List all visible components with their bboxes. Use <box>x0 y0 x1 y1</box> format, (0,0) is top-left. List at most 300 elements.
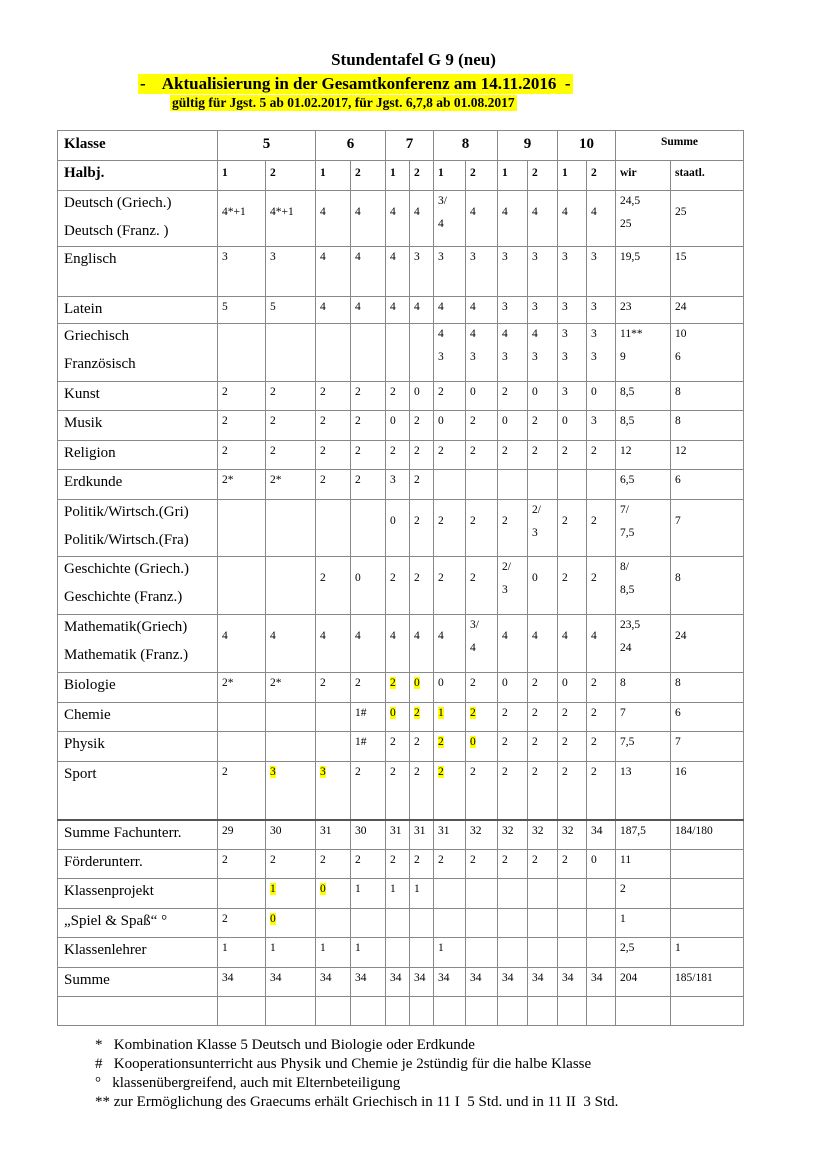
hours-value: 3 <box>438 351 444 363</box>
hours-cell <box>434 879 466 909</box>
hours-cell <box>498 247 528 297</box>
hours-cell <box>386 673 410 703</box>
subject-label-line: Sport <box>64 766 97 782</box>
table-row <box>58 997 744 1026</box>
half-header: 2 <box>266 161 316 191</box>
hours-value: 2 <box>222 415 228 427</box>
hours-value: 2 <box>320 386 326 398</box>
subject-label <box>58 938 218 968</box>
hours-value: 4 <box>502 206 508 218</box>
hours-value: 2 <box>620 883 626 895</box>
table-row <box>58 879 744 909</box>
hours-value: 2 <box>414 415 420 427</box>
hours-cell <box>558 997 587 1026</box>
hours-value: 2 <box>591 736 597 748</box>
hours-value: 2 <box>502 854 508 866</box>
hours-cell <box>498 762 528 820</box>
table-row <box>58 703 744 732</box>
sum-header: Summe <box>616 131 744 161</box>
hours-value: 30 <box>270 824 282 837</box>
hours-cell <box>528 997 558 1026</box>
subject-label <box>58 411 218 441</box>
hours-cell <box>466 191 498 247</box>
update-subtitle: - Aktualisierung in der Gesamtkonferenz am 14.11.2016 - <box>140 74 571 93</box>
hours-value: 13 <box>620 766 632 778</box>
hours-value: 32 <box>562 824 574 837</box>
hours-cell <box>466 411 498 441</box>
hours-cell <box>498 615 528 673</box>
hours-cell <box>218 820 266 850</box>
hours-cell <box>671 470 744 500</box>
hours-cell <box>558 557 587 615</box>
hours-cell <box>671 297 744 324</box>
hours-value: 3 <box>591 415 597 427</box>
hours-value: 4 <box>562 206 568 218</box>
hours-cell <box>616 411 671 441</box>
hours-value: 11** <box>620 328 643 340</box>
hours-cell <box>558 968 587 997</box>
hours-value: 3 <box>222 251 228 263</box>
table-row <box>58 247 744 297</box>
footnotes <box>95 1036 618 1112</box>
subject-label <box>58 470 218 500</box>
hours-cell <box>434 703 466 732</box>
hours-cell <box>266 820 316 850</box>
highlighted-value: 2 <box>438 766 444 778</box>
table-row <box>58 191 744 247</box>
hours-value: 2 <box>222 766 228 778</box>
hours-value: 6 <box>675 474 681 486</box>
subject-label-line: Musik <box>64 415 103 431</box>
hours-value: 4 <box>532 206 538 218</box>
hours-value: 8 <box>675 677 681 689</box>
hours-value: 2 <box>320 572 326 584</box>
hours-value: 2 <box>355 386 361 398</box>
hours-value: 0 <box>438 677 444 689</box>
hours-value: 4 <box>532 630 538 642</box>
hours-cell <box>466 247 498 297</box>
hours-cell <box>351 615 386 673</box>
hours-cell <box>587 247 616 297</box>
hours-value: 0 <box>562 415 568 427</box>
hours-cell <box>466 324 498 382</box>
hours-value: 4 <box>270 630 276 642</box>
hours-value: 34 <box>591 972 603 984</box>
table-row <box>58 762 744 820</box>
hours-cell <box>498 411 528 441</box>
hours-cell <box>466 557 498 615</box>
hours-cell <box>558 470 587 500</box>
hours-cell <box>351 441 386 470</box>
hours-cell <box>434 470 466 500</box>
hours-value: 3 <box>562 386 568 398</box>
subject-label-line: Deutsch (Franz. ) <box>64 223 169 239</box>
hours-cell <box>434 850 466 879</box>
hours-cell <box>266 762 316 820</box>
hours-cell <box>266 879 316 909</box>
hours-value: 3 <box>438 251 444 263</box>
subject-label <box>58 382 218 411</box>
hours-cell <box>671 324 744 382</box>
hours-value <box>320 766 346 778</box>
hours-cell <box>587 820 616 850</box>
hours-value: 8,5 <box>620 584 635 596</box>
subject-label <box>58 247 218 297</box>
hours-cell <box>528 247 558 297</box>
highlighted-value: 0 <box>390 707 396 719</box>
hours-cell <box>316 673 351 703</box>
hours-cell <box>558 411 587 441</box>
hours-value: 2 <box>390 386 396 398</box>
hours-cell <box>410 191 434 247</box>
hours-cell <box>671 703 744 732</box>
subject-label-line: Politik/Wirtsch.(Fra) <box>64 532 189 548</box>
hours-cell <box>316 703 351 732</box>
hours-value: 23,5 <box>620 619 641 631</box>
hours-cell <box>616 441 671 470</box>
subject-label-line: Physik <box>64 736 105 752</box>
hours-cell <box>434 732 466 762</box>
hours-value: 32 <box>532 824 544 837</box>
hours-value: 2 <box>414 445 420 457</box>
hours-value: 4 <box>438 218 444 230</box>
hours-cell <box>616 762 671 820</box>
hours-cell <box>558 879 587 909</box>
hours-cell <box>616 324 671 382</box>
hours-cell <box>558 938 587 968</box>
hours-value: 32 <box>502 824 514 837</box>
table-row <box>58 557 744 615</box>
hours-value: 2 <box>414 474 420 486</box>
subject-label <box>58 615 218 673</box>
hours-cell <box>498 732 528 762</box>
footnote: * Kombination Klasse 5 Deutsch und Biologie oder Erdkunde <box>95 1037 475 1053</box>
timetable <box>57 130 744 1026</box>
hours-value: 4 <box>414 206 420 218</box>
hours-value: 8/ <box>620 561 629 573</box>
hours-value: 2 <box>222 913 228 925</box>
hours-cell <box>466 441 498 470</box>
hours-value: 2,5 <box>620 942 635 954</box>
hours-cell <box>498 324 528 382</box>
hours-cell <box>410 968 434 997</box>
hours-value: 187,5 <box>620 824 646 837</box>
hours-cell <box>218 615 266 673</box>
hours-value: 4 <box>438 301 444 313</box>
hours-value: 2 <box>355 415 361 427</box>
hours-cell <box>498 938 528 968</box>
hours-cell <box>410 500 434 557</box>
half-header: 1 <box>498 161 528 191</box>
hours-cell <box>218 297 266 324</box>
hours-cell <box>671 997 744 1026</box>
hours-cell <box>671 247 744 297</box>
hours-value: 2 <box>355 854 361 866</box>
hours-value: 2 <box>438 854 444 866</box>
highlighted-value: 1 <box>438 707 444 719</box>
hours-cell <box>218 441 266 470</box>
hours-value: 9 <box>620 351 626 363</box>
hours-value: 24 <box>675 301 687 313</box>
subject-label <box>58 441 218 470</box>
hours-cell <box>410 441 434 470</box>
hours-cell <box>616 500 671 557</box>
hours-value: 2 <box>414 515 420 527</box>
hours-cell <box>498 968 528 997</box>
hours-value: 2 <box>222 445 228 457</box>
hours-value: 2 <box>414 736 420 748</box>
hours-value <box>320 883 346 895</box>
hours-value: 34 <box>532 972 544 984</box>
header-row-grades <box>58 131 744 161</box>
hours-cell <box>316 247 351 297</box>
hours-cell <box>434 382 466 411</box>
hours-cell <box>466 673 498 703</box>
hours-cell <box>671 411 744 441</box>
hours-value: 2 <box>222 386 228 398</box>
hours-cell <box>266 247 316 297</box>
hours-cell <box>386 191 410 247</box>
half-header: 1 <box>316 161 351 191</box>
hours-value: 204 <box>620 972 638 984</box>
hours-value <box>438 707 461 719</box>
hours-value: 1 <box>320 942 326 954</box>
hours-value: 23 <box>620 301 632 313</box>
hours-cell <box>266 557 316 615</box>
hours-cell <box>671 557 744 615</box>
hours-value: 29 <box>222 824 234 837</box>
hours-cell <box>434 762 466 820</box>
hours-cell <box>410 382 434 411</box>
hours-cell <box>410 557 434 615</box>
hours-value: 32 <box>470 824 482 837</box>
grade-header: 8 <box>434 131 498 161</box>
hours-value: 1 <box>222 942 228 954</box>
hours-value: 2 <box>591 515 597 527</box>
hours-cell <box>266 382 316 411</box>
hours-cell <box>386 247 410 297</box>
hours-value: 31 <box>390 824 402 837</box>
hours-value: 34 <box>270 972 282 984</box>
hours-value: 8,5 <box>620 415 635 427</box>
hours-value: 0 <box>390 415 396 427</box>
hours-cell <box>434 968 466 997</box>
half-header: 1 <box>386 161 410 191</box>
hours-cell <box>266 500 316 557</box>
hours-value: 2 <box>390 766 396 778</box>
hours-cell <box>410 324 434 382</box>
hours-cell <box>386 762 410 820</box>
hours-cell <box>351 850 386 879</box>
hours-value: 3 <box>502 301 508 313</box>
hours-cell <box>351 324 386 382</box>
table-row <box>58 411 744 441</box>
hours-cell <box>528 382 558 411</box>
hours-cell <box>466 997 498 1026</box>
hours-cell <box>616 909 671 938</box>
hours-cell <box>386 909 410 938</box>
table-row <box>58 673 744 703</box>
hours-value: 2 <box>502 736 508 748</box>
hours-cell <box>316 909 351 938</box>
hours-cell <box>587 324 616 382</box>
hours-value: 3 <box>502 351 508 363</box>
hours-cell <box>316 382 351 411</box>
hours-value: 2 <box>270 386 276 398</box>
hours-cell <box>218 968 266 997</box>
hours-cell <box>316 470 351 500</box>
hours-value: 2 <box>591 445 597 457</box>
subject-label-line: Deutsch (Griech.) <box>64 195 172 211</box>
hours-value: 2 <box>355 766 361 778</box>
subject-label <box>58 297 218 324</box>
hours-value: 4 <box>502 630 508 642</box>
hours-value: 2 <box>320 677 326 689</box>
hours-value: 3 <box>470 351 476 363</box>
subject-label-line: Latein <box>64 301 103 317</box>
hours-cell <box>616 382 671 411</box>
hours-value: 34 <box>562 972 574 984</box>
hours-cell <box>498 820 528 850</box>
hours-value: 2 <box>470 854 476 866</box>
hours-value: 3 <box>502 584 508 596</box>
hours-cell <box>218 732 266 762</box>
hours-cell <box>218 247 266 297</box>
hours-cell <box>466 615 498 673</box>
subject-label <box>58 500 218 557</box>
hours-cell <box>351 557 386 615</box>
hours-cell <box>587 500 616 557</box>
hours-cell <box>266 673 316 703</box>
hours-cell <box>528 879 558 909</box>
hours-cell <box>410 997 434 1026</box>
hours-value: 34 <box>591 824 603 837</box>
hours-value: 3 <box>532 301 538 313</box>
hours-value: 7 <box>620 707 626 719</box>
hours-value: 2 <box>562 854 568 866</box>
hours-cell <box>587 732 616 762</box>
hours-value <box>390 677 405 689</box>
hours-cell <box>410 297 434 324</box>
hours-value: 19,5 <box>620 251 641 263</box>
hours-value: 2 <box>320 474 326 486</box>
validity-note: gültig für Jgst. 5 ab 01.02.2017, für Jgst. 6,7,8 ab 01.08.2017 <box>172 95 515 110</box>
hours-cell <box>386 382 410 411</box>
hours-cell <box>351 382 386 411</box>
hours-cell <box>671 968 744 997</box>
hours-cell <box>558 297 587 324</box>
hours-value: 2 <box>390 854 396 866</box>
hours-cell <box>351 938 386 968</box>
hours-cell <box>616 820 671 850</box>
hours-cell <box>410 615 434 673</box>
hours-cell <box>218 673 266 703</box>
table-row <box>58 909 744 938</box>
hours-cell <box>671 500 744 557</box>
hours-value: 4 <box>222 630 228 642</box>
hours-cell <box>587 850 616 879</box>
hours-value <box>438 766 461 778</box>
hours-cell <box>218 470 266 500</box>
hours-cell <box>587 703 616 732</box>
hours-value: 3 <box>562 351 568 363</box>
hours-cell <box>410 470 434 500</box>
hours-value: 4 <box>390 630 396 642</box>
table-row <box>58 382 744 411</box>
hours-cell <box>587 557 616 615</box>
grade-header: 5 <box>218 131 316 161</box>
half-header: 2 <box>466 161 498 191</box>
hours-value: 4 <box>591 630 597 642</box>
subject-label-line: Chemie <box>64 707 111 723</box>
hours-cell <box>434 324 466 382</box>
hours-value: 4 <box>390 251 396 263</box>
hours-value: 2 <box>562 736 568 748</box>
hours-cell <box>316 938 351 968</box>
hours-cell <box>528 968 558 997</box>
hours-cell <box>434 938 466 968</box>
hours-cell <box>410 703 434 732</box>
subject-label-line: Klassenprojekt <box>64 883 154 899</box>
hours-cell <box>558 673 587 703</box>
hours-value: 3 <box>470 251 476 263</box>
hours-value: 1 <box>620 913 626 925</box>
hours-value: 4 <box>390 206 396 218</box>
hours-value: 3/ <box>438 195 447 207</box>
hours-cell <box>218 382 266 411</box>
hours-value: 2 <box>502 386 508 398</box>
subject-label <box>58 732 218 762</box>
subject-label <box>58 762 218 820</box>
subject-label-line: Kunst <box>64 386 100 402</box>
subject-label <box>58 909 218 938</box>
hours-cell <box>558 500 587 557</box>
half-header: 2 <box>528 161 558 191</box>
hours-value: 2 <box>502 445 508 457</box>
hours-value: 2 <box>438 515 444 527</box>
hours-cell <box>266 441 316 470</box>
hours-cell <box>386 997 410 1026</box>
hours-cell <box>616 879 671 909</box>
hours-cell <box>434 247 466 297</box>
hours-cell <box>587 909 616 938</box>
hours-cell <box>466 500 498 557</box>
hours-value: 2 <box>532 707 538 719</box>
hours-cell <box>218 938 266 968</box>
hours-cell <box>266 191 316 247</box>
table-row <box>58 732 744 762</box>
hours-value: 4 <box>355 301 361 313</box>
subject-label-line: Religion <box>64 445 116 461</box>
hours-value: 4 <box>390 301 396 313</box>
hours-cell <box>316 850 351 879</box>
hours-value: 12 <box>675 445 687 457</box>
hours-cell <box>616 191 671 247</box>
hours-value: 31 <box>320 824 332 837</box>
hours-value: 7,5 <box>620 527 635 539</box>
hours-value: 0 <box>532 386 538 398</box>
hours-value: 2 <box>355 677 361 689</box>
hours-cell <box>434 191 466 247</box>
hours-value: 2 <box>502 707 508 719</box>
table-row <box>58 615 744 673</box>
hours-cell <box>466 938 498 968</box>
hours-cell <box>466 732 498 762</box>
hours-cell <box>587 411 616 441</box>
hours-cell <box>316 968 351 997</box>
hours-value: 2 <box>470 445 476 457</box>
hours-value: 3 <box>532 251 538 263</box>
